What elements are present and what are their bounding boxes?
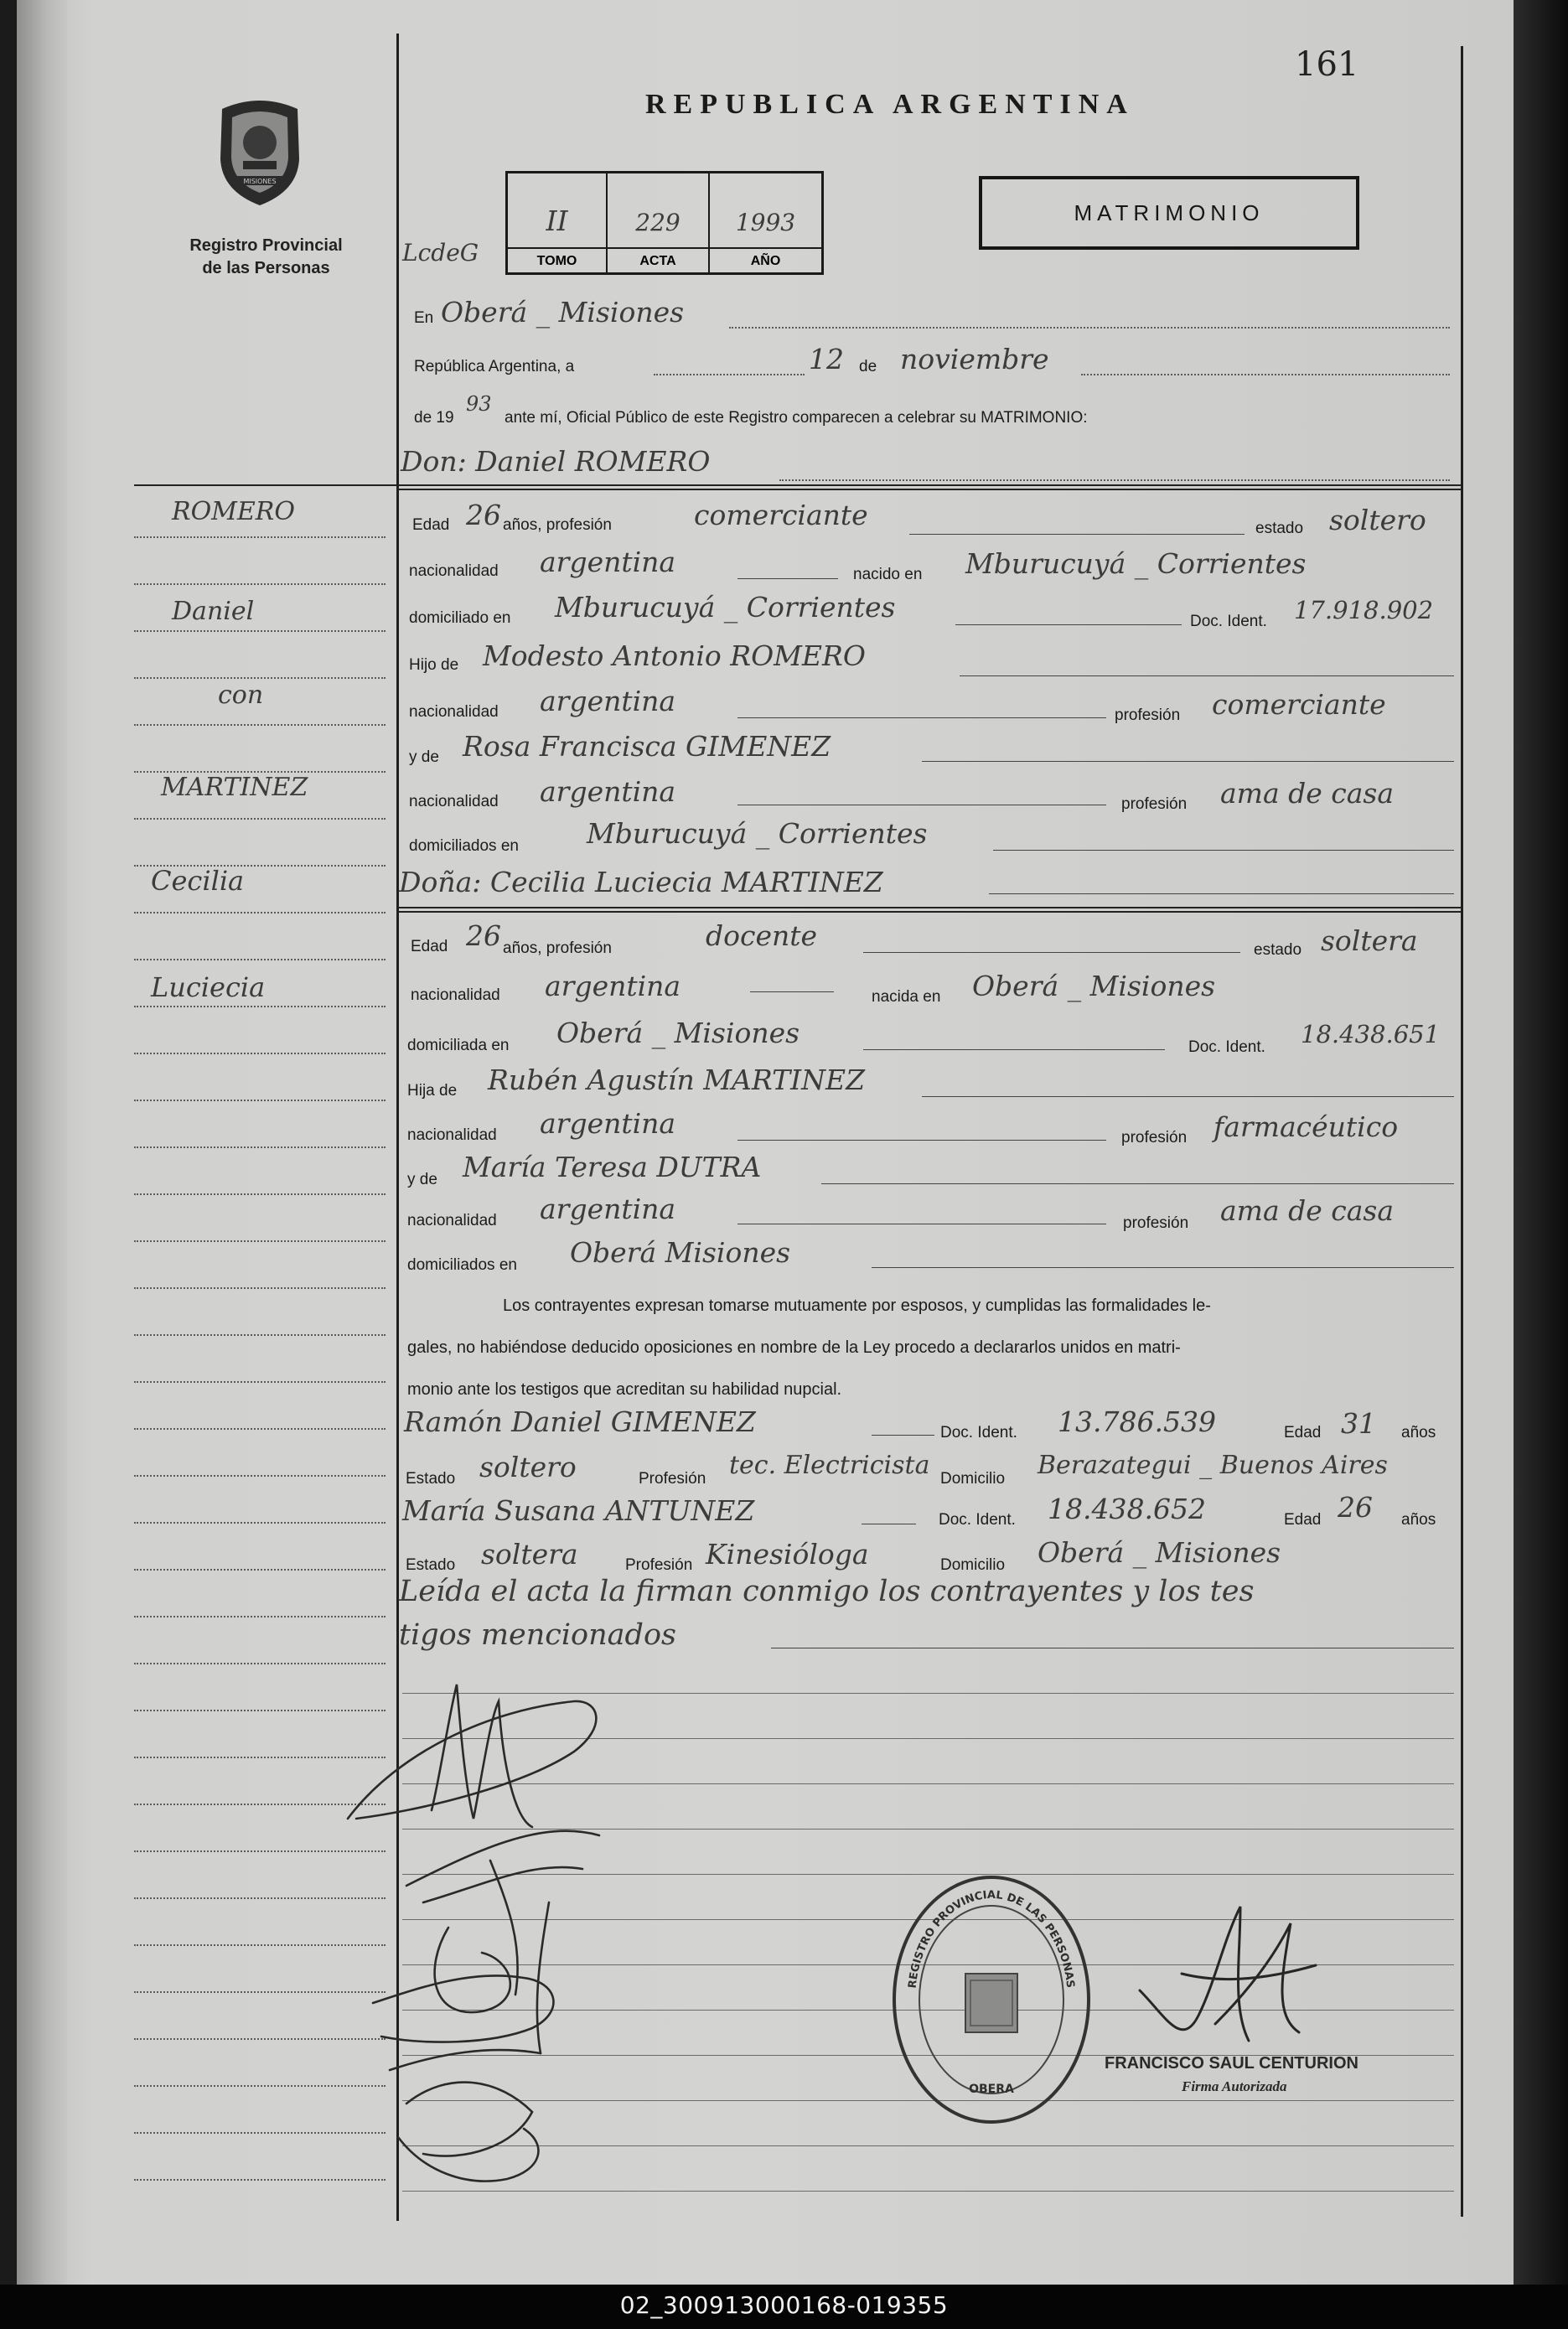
bride-padre: Rubén Agustín MARTINEZ xyxy=(488,1064,866,1096)
margin-ruled-line xyxy=(134,630,386,632)
book-edge xyxy=(1514,0,1568,2285)
book-binding xyxy=(17,0,67,2285)
bride-estado-label: estado xyxy=(1254,941,1302,959)
closing-line-1: Leída el acta la firman conmigo los contrayentes y los tes xyxy=(399,1575,1255,1608)
acta-value: 229 xyxy=(635,209,681,236)
bride-madre-profesion: ama de casa xyxy=(1220,1194,1395,1227)
groom-doc-label: Doc. Ident. xyxy=(1190,613,1267,630)
witness-1-estado-label: Estado xyxy=(406,1470,456,1488)
acta-label: ACTA xyxy=(608,247,708,274)
witness-2-estado: soltera xyxy=(481,1538,578,1571)
bride-madre-prof-label: profesión xyxy=(1123,1214,1189,1232)
groom-domicilio: Mburucuyá _ Corrientes xyxy=(555,591,896,624)
margin-index-bride-surname: MARTINEZ xyxy=(161,773,308,802)
bride-nacida-label: nacida en xyxy=(872,988,941,1006)
witness-2-domicilio: Oberá _ Misiones xyxy=(1038,1536,1281,1569)
bride-line-6 xyxy=(821,1183,1454,1184)
bride-profesion-label: años, profesión xyxy=(503,939,612,957)
groom-estado-label: estado xyxy=(1255,520,1304,537)
country-title: REPUBLICA ARGENTINA xyxy=(645,89,1135,120)
margin-index-con: con xyxy=(218,681,264,710)
groom-padre: Modesto Antonio ROMERO xyxy=(483,639,866,672)
groom-title-name: Don: Daniel ROMERO xyxy=(401,445,711,478)
bride-doc-label: Doc. Ident. xyxy=(1188,1038,1265,1056)
bride-padre-nacionalidad: argentina xyxy=(540,1107,676,1140)
margin-ruled-line xyxy=(134,1616,386,1617)
margin-ruled-line xyxy=(134,1287,386,1289)
groom-profesion: comerciante xyxy=(694,499,868,531)
margin-ruled-line xyxy=(134,771,386,773)
margin-ruled-line xyxy=(134,724,386,726)
margin-ruled-line xyxy=(134,677,386,679)
margin-ruled-line xyxy=(134,912,386,913)
bride-domiciliados-label: domiciliados en xyxy=(407,1256,517,1274)
record-type-box: MATRIMONIO xyxy=(979,176,1359,250)
witness-1-domicilio: Berazategui _ Buenos Aires xyxy=(1038,1451,1388,1480)
seal-bottom-text: OBERA xyxy=(969,2083,1014,2096)
witness-1-name: Ramón Daniel GIMENEZ xyxy=(404,1405,756,1438)
witness-1-line xyxy=(872,1435,934,1436)
bride-madre-nac-label: nacionalidad xyxy=(407,1212,497,1229)
witness-2-edad-label: Edad xyxy=(1284,1511,1322,1529)
page-number: 161 xyxy=(1295,45,1359,84)
groom-nacido-en: Mburucuyá _ Corrientes xyxy=(965,547,1307,580)
declaration-line-2: gales, no habiéndose deducido oposiciones en nombre de la Ley procedo a declararlos unidos en matri- xyxy=(407,1338,1181,1357)
groom-profesion-label: años, profesión xyxy=(503,516,612,534)
groom-line-1 xyxy=(909,534,1245,535)
bride-doc: 18.438.651 xyxy=(1301,1020,1441,1048)
bride-domiciliada-label: domiciliada en xyxy=(407,1037,510,1054)
official-role: Firma Autorizada xyxy=(1182,2078,1287,2094)
bride-y-de-label: y de xyxy=(407,1171,437,1188)
groom-line-4 xyxy=(960,675,1454,676)
groom-separator xyxy=(396,484,1461,490)
groom-edad-label: Edad xyxy=(412,516,450,534)
bride-line-5 xyxy=(737,1140,1106,1141)
groom-madre-nac-label: nacionalidad xyxy=(409,793,499,810)
place-line xyxy=(729,327,1450,329)
registry-line-2: de las Personas xyxy=(202,259,330,277)
bride-edad: 26 xyxy=(466,919,501,952)
witness-1-profesion-label: Profesión xyxy=(639,1470,706,1488)
anio-cell xyxy=(710,173,821,272)
witness-2-doc: 18.438.652 xyxy=(1048,1493,1206,1525)
margin-ruled-line xyxy=(134,1475,386,1477)
anio-value: 1993 xyxy=(735,209,796,236)
handwritten-signatures xyxy=(323,1651,633,2204)
declaration-line-1: Los contrayentes expresan tomarse mutuamente por esposos, y cumplidas las formalidades le- xyxy=(503,1296,1211,1315)
place: Oberá _ Misiones xyxy=(441,296,685,329)
witness-1-domicilio-label: Domicilio xyxy=(940,1470,1006,1488)
margin-index-given: Daniel xyxy=(172,597,255,626)
margin-index-bride-second: Luciecia xyxy=(151,971,266,1003)
declaration-line-3: monio ante los testigos que acreditan su habilidad nupcial. xyxy=(407,1380,842,1399)
official-name: FRANCISCO SAUL CENTURION xyxy=(1105,2054,1358,2073)
witness-1-edad: 31 xyxy=(1341,1407,1376,1440)
date-line-2 xyxy=(1081,374,1450,375)
margin-ruled-line xyxy=(134,1428,386,1430)
bride-madre-nacionalidad: argentina xyxy=(540,1193,676,1225)
bride-domicilio: Oberá _ Misiones xyxy=(556,1017,800,1049)
margin-ruled-line xyxy=(134,1569,386,1571)
groom-estado: soltero xyxy=(1329,504,1426,536)
registry-line-1: Registro Provincial xyxy=(189,236,343,255)
groom-line-5 xyxy=(737,717,1106,718)
bride-edad-label: Edad xyxy=(411,938,448,955)
groom-padre-nac-label: nacionalidad xyxy=(409,703,499,721)
groom-line-3 xyxy=(955,624,1182,625)
groom-padre-nacionalidad: argentina xyxy=(540,685,676,717)
groom-nacionalidad: argentina xyxy=(540,546,676,578)
tomo-cell xyxy=(508,173,608,272)
margin-ruled-line xyxy=(134,1381,386,1383)
witness-2-profesion-label: Profesión xyxy=(625,1556,693,1574)
groom-madre: Rosa Francisca GIMENEZ xyxy=(463,730,831,763)
republica-label: República Argentina, a xyxy=(414,358,575,375)
margin-code: LcdeG xyxy=(402,239,479,267)
official-seal xyxy=(890,1873,1093,2126)
bride-padre-profesion: farmacéutico xyxy=(1214,1110,1399,1143)
day: 12 xyxy=(809,343,844,375)
margin-ruled-line xyxy=(134,1193,386,1195)
margin-ruled-line xyxy=(134,1053,386,1054)
margin-index-bride-given: Cecilia xyxy=(151,865,245,897)
margin-ruled-line xyxy=(134,1240,386,1242)
right-frame-rule xyxy=(1461,46,1463,2217)
bride-profesion: docente xyxy=(706,919,818,952)
bride-line-2 xyxy=(750,991,834,992)
margin-ruled-line xyxy=(134,536,386,538)
coat-of-arms-emblem xyxy=(205,92,314,210)
groom-name-line xyxy=(779,479,1450,481)
margin-ruled-line xyxy=(134,959,386,960)
year-suffix: 93 xyxy=(466,392,492,416)
groom-y-de-label: y de xyxy=(409,748,439,766)
margin-ruled-line xyxy=(134,1006,386,1007)
intro-text: ante mí, Oficial Público de este Registro comparecen a celebrar su MATRIMONIO: xyxy=(505,409,1088,427)
groom-line-8 xyxy=(993,850,1454,851)
bride-padre-prof-label: profesión xyxy=(1121,1129,1188,1146)
en-label: En xyxy=(414,309,434,327)
bride-padre-nac-label: nacionalidad xyxy=(407,1126,497,1144)
image-identifier: 02_300913000168-019355 xyxy=(619,2291,949,2319)
groom-nacionalidad-label: nacionalidad xyxy=(409,562,499,580)
groom-padre-profesion: comerciante xyxy=(1212,688,1386,721)
groom-doc: 17.918.902 xyxy=(1294,596,1434,624)
tomo-label: TOMO xyxy=(508,247,606,274)
record-reference-box xyxy=(505,171,824,275)
de-label: de xyxy=(859,358,877,375)
anio-label: AÑO xyxy=(710,247,821,274)
groom-madre-prof-label: profesión xyxy=(1121,795,1188,813)
month: noviembre xyxy=(900,343,1049,375)
bride-nacionalidad-label: nacionalidad xyxy=(411,986,500,1004)
bride-nacida-en: Oberá _ Misiones xyxy=(972,970,1216,1002)
margin-ruled-line xyxy=(134,1146,386,1148)
bride-line-1 xyxy=(863,952,1240,953)
groom-padre-prof-label: profesión xyxy=(1115,706,1181,724)
witness-1-edad-label: Edad xyxy=(1284,1424,1322,1441)
bride-line-3 xyxy=(863,1049,1165,1050)
groom-madre-profesion: ama de casa xyxy=(1220,777,1395,810)
tomo-value: II xyxy=(546,204,568,237)
bride-madre: María Teresa DUTRA xyxy=(463,1151,762,1183)
svg-text:MISIONES: MISIONES xyxy=(243,178,277,185)
witness-1-doc: 13.786.539 xyxy=(1058,1405,1216,1438)
groom-padres-domicilio: Mburucuyá _ Corrientes xyxy=(587,817,928,850)
groom-line-2 xyxy=(737,578,838,579)
margin-ruled-line xyxy=(134,1522,386,1524)
witness-2-anos-label: años xyxy=(1401,1511,1436,1529)
margin-ruled-line xyxy=(134,818,386,820)
witness-2-estado-label: Estado xyxy=(406,1556,456,1574)
witness-1-estado: soltero xyxy=(479,1451,577,1483)
registry-name xyxy=(163,235,369,280)
bride-line-8 xyxy=(872,1267,1454,1268)
witness-2-domicilio-label: Domicilio xyxy=(940,1556,1006,1574)
date-line-1 xyxy=(654,374,805,375)
official-signature xyxy=(1131,1890,1324,2074)
groom-line-6 xyxy=(922,761,1454,762)
bride-estado: soltera xyxy=(1321,924,1418,957)
groom-domiciliados-label: domiciliados en xyxy=(409,837,519,855)
witness-2-profesion: Kinesióloga xyxy=(706,1538,869,1571)
margin-ruled-line xyxy=(134,1100,386,1101)
bride-separator xyxy=(396,907,1461,913)
year-prefix: de 19 xyxy=(414,409,454,427)
groom-edad: 26 xyxy=(466,499,501,531)
witness-1-profesion: tec. Electricista xyxy=(729,1451,930,1480)
bride-padres-domicilio: Oberá Misiones xyxy=(570,1236,791,1269)
bride-nacionalidad: argentina xyxy=(545,970,681,1002)
margin-header-rule xyxy=(134,484,396,486)
margin-index-surname: ROMERO xyxy=(172,497,295,526)
margin-ruled-line xyxy=(134,1334,386,1336)
bride-title-name: Doña: Cecilia Luciecia MARTINEZ xyxy=(399,866,883,898)
groom-madre-nacionalidad: argentina xyxy=(540,775,676,808)
bride-hija-label: Hija de xyxy=(407,1082,458,1100)
seal-outer-text: REGISTRO PROVINCIAL DE LAS PERSONAS xyxy=(906,1888,1077,1990)
witness-1-doc-label: Doc. Ident. xyxy=(940,1424,1017,1441)
closing-line-2: tigos mencionados xyxy=(399,1618,676,1652)
margin-ruled-line xyxy=(134,865,386,867)
bride-line-4 xyxy=(922,1096,1454,1097)
groom-nacido-label: nacido en xyxy=(853,566,923,583)
witness-2-name: María Susana ANTUNEZ xyxy=(402,1494,755,1527)
witness-1-anos-label: años xyxy=(1401,1424,1436,1441)
bride-name-line xyxy=(989,893,1454,894)
margin-ruled-line xyxy=(134,583,386,585)
groom-domiciliado-label: domiciliado en xyxy=(409,609,511,627)
acta-cell xyxy=(608,173,710,272)
groom-hijo-label: Hijo de xyxy=(409,656,459,674)
witness-2-doc-label: Doc. Ident. xyxy=(939,1511,1016,1529)
witness-2-edad: 26 xyxy=(1338,1491,1373,1524)
